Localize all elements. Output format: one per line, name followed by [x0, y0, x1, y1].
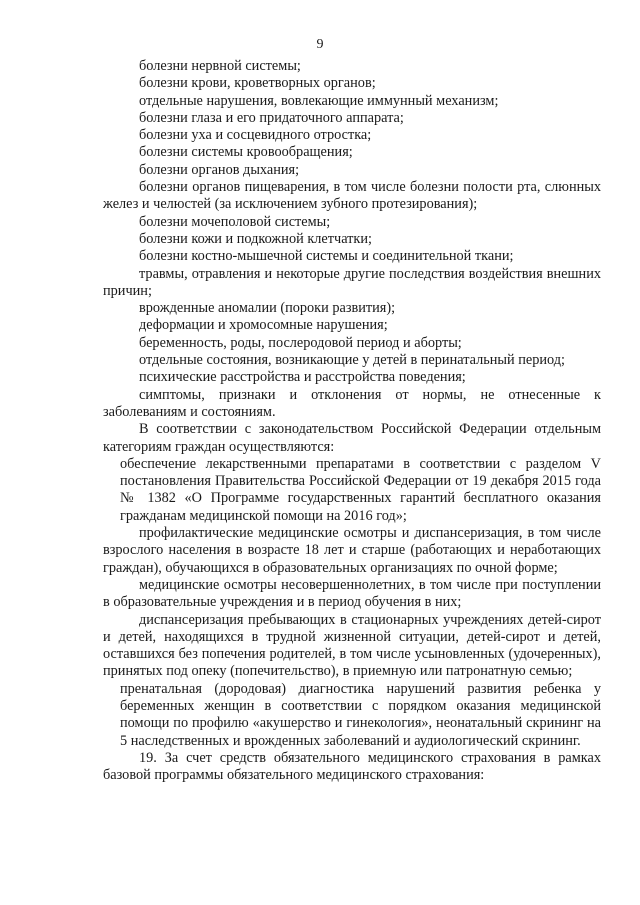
- list-item: травмы, отравления и некоторые другие последствия воздействия внешних причин;: [103, 265, 601, 299]
- list-item: деформации и хромосомные нарушения;: [139, 317, 388, 334]
- list-item: болезни уха и сосцевидного отростка;: [139, 127, 372, 144]
- list-item: болезни кожи и подкожной клетчатки;: [139, 230, 372, 247]
- page-number: 9: [316, 37, 324, 52]
- list-item: диспансеризация пребывающих в стационарных учреждениях детей-сирот и детей, находящихся в трудной жизненной ситуации, детей-сирот и детей, оставшихся без попечения родителей, в том числе усыновленных (удочеренных), принятых под опеку (попечительство), в приемную или патронатную семью;: [103, 611, 601, 680]
- list-item: врожденные аномалии (пороки развития);: [139, 300, 396, 317]
- list-item: болезни глаза и его придаточного аппарата;: [139, 109, 404, 126]
- list-item: отдельные состояния, возникающие у детей в перинатальный период;: [139, 352, 566, 369]
- list-item: обеспечение лекарственными препаратами в соответствии с разделом V постановления Правительства Российской Федерации от 19 декабря 2015 года № 1382 «О Программе государственных гарантий бесплатного оказания гражданам медицинской помощи на 2016 год»;: [120, 455, 601, 524]
- list-item: беременность, роды, послеродовой период и аборты;: [139, 334, 462, 351]
- list-item: симптомы, признаки и отклонения от нормы, не отнесенные к заболеваниям и состояниям.: [103, 386, 601, 420]
- list-item: болезни костно-мышечной системы и соединительной ткани;: [139, 248, 514, 265]
- list-item: болезни мочеполовой системы;: [139, 213, 331, 230]
- list-item: болезни органов дыхания;: [139, 161, 300, 178]
- list-item: профилактические медицинские осмотры и диспансеризация, в том числе взрослого населения в возрасте 18 лет и старше (работающих и неработающих граждан), обучающихся в образовательных организациях по очной форме;: [103, 525, 601, 576]
- list-item: болезни системы кровообращения;: [139, 144, 353, 161]
- list-item: болезни органов пищеварения, в том числе болезни полости рта, слюнных желез и челюстей (за исключением зубного протезирования);: [103, 179, 601, 213]
- list-item: психические расстройства и расстройства поведения;: [139, 369, 466, 386]
- list-item: отдельные нарушения, вовлекающие иммунный механизм;: [139, 92, 499, 109]
- list-item: болезни крови, кроветворных органов;: [139, 75, 376, 92]
- document-body: [103, 58, 601, 784]
- paragraph: В соответствии с законодательством Российской Федерации отдельным категориям граждан осуществляются:: [103, 421, 601, 455]
- list-item: пренатальная (дородовая) диагностика нарушений развития ребенка у беременных женщин в соответствии с порядком оказания медицинской помощи по профилю «акушерство и гинекология», неонатальный скрининг на 5 наследственных и врожденных заболеваний и аудиологический скрининг.: [120, 680, 601, 749]
- list-item: болезни нервной системы;: [139, 58, 301, 74]
- paragraph: 19. За счет средств обязательного медицинского страхования в рамках базовой программы обязательного медицинского страхования:: [103, 749, 601, 784]
- list-item: медицинские осмотры несовершеннолетних, в том числе при поступлении в образовательные учреждения и в период обучения в них;: [103, 576, 601, 611]
